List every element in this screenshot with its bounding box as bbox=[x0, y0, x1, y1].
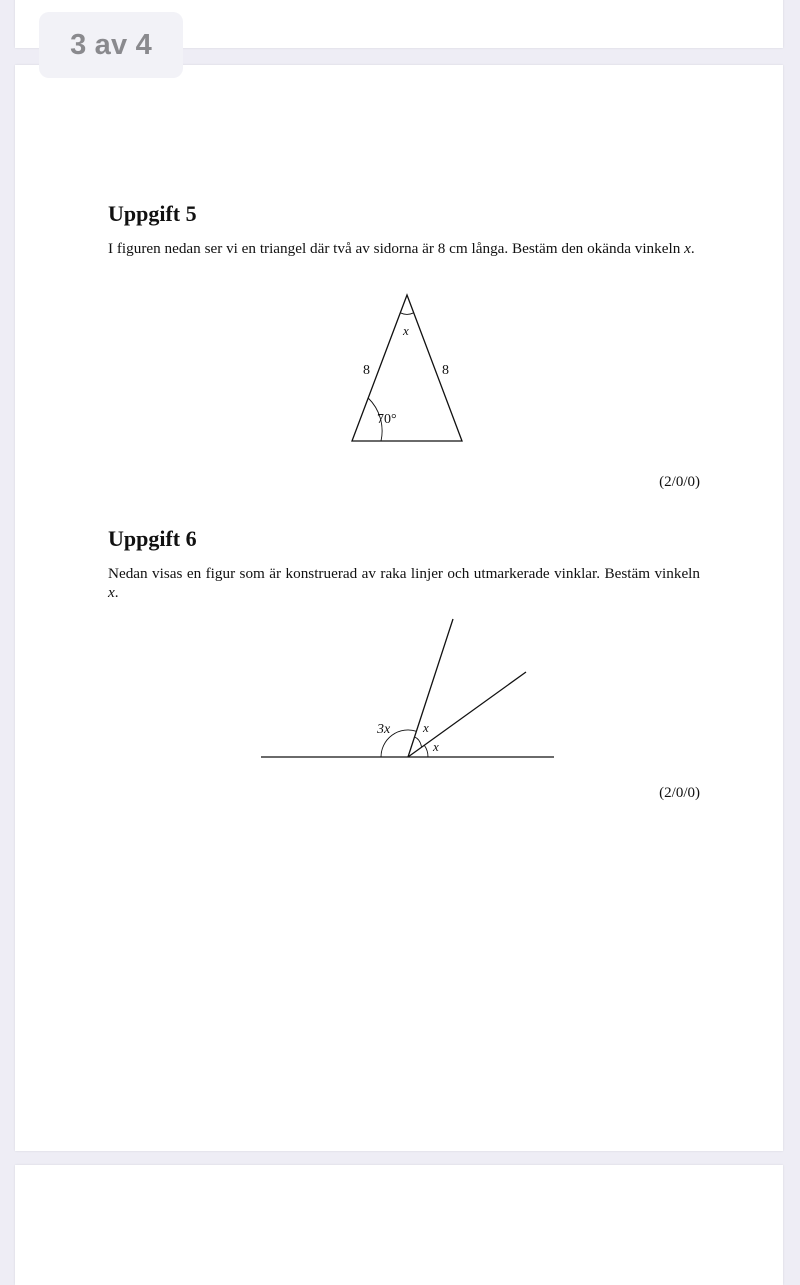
right-angle-label: x bbox=[433, 739, 439, 754]
steep-ray bbox=[408, 619, 453, 757]
mid-angle-arc bbox=[415, 737, 422, 747]
task-6-text bbox=[108, 564, 700, 602]
task-5-text bbox=[108, 239, 700, 258]
task-6-heading: Uppgift 6 bbox=[108, 526, 197, 551]
top-angle-label: x bbox=[403, 323, 409, 338]
task-6-text-main: Nedan visas en figur som är konstruerad av raka linjer och utmarkerade vinklar. Bestäm vinkeln bbox=[108, 565, 700, 582]
triangle-figure bbox=[340, 285, 480, 450]
page-indicator: 3 av 4 bbox=[39, 12, 183, 78]
task-6-points: (2/0/0) bbox=[659, 785, 700, 801]
right-angle-arc bbox=[424, 745, 428, 757]
current-page bbox=[15, 65, 783, 1151]
shallow-ray bbox=[408, 672, 526, 757]
task-6-text-end: . bbox=[114, 584, 119, 601]
right-side-label: 8 bbox=[442, 363, 449, 378]
task-5-variable: x bbox=[684, 240, 691, 257]
left-angle-label: 3x bbox=[377, 722, 391, 737]
task-5-text-end: . bbox=[690, 240, 695, 257]
task-5-heading: Uppgift 5 bbox=[108, 201, 197, 226]
next-page bbox=[15, 1165, 783, 1285]
task-5-points: (2/0/0) bbox=[659, 474, 700, 490]
task-5-text-main: I figuren nedan ser vi en triangel där två av sidorna är 8 cm långa. Bestäm den okända vinkeln bbox=[108, 240, 685, 257]
mid-angle-label: x bbox=[423, 720, 429, 735]
top-angle-arc bbox=[400, 313, 413, 315]
left-side-label: 8 bbox=[363, 363, 370, 378]
angle-figure bbox=[250, 610, 570, 770]
task-6-variable: x bbox=[108, 584, 115, 601]
base-angle-label: 70° bbox=[377, 412, 397, 427]
